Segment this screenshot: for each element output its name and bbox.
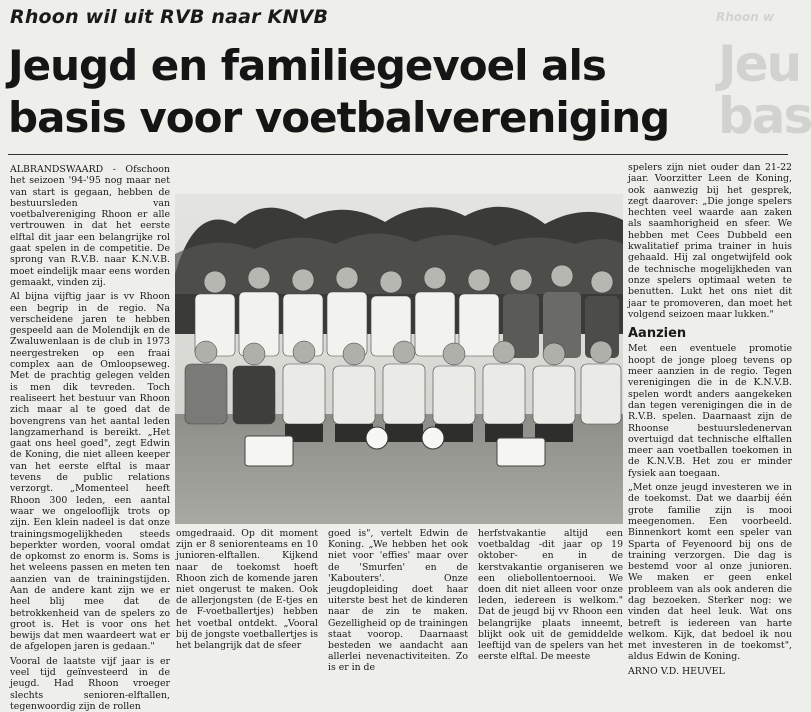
paragraph: Al bijna vijftig jaar is vv Rhoon een begrip in de regio. Na verscheidene jaren te hebben gespeeld aan de Molendijk en de Zwaluwenlaan is de club in 1973 neergestreken op een fraai complex aan de Omloopseweg. Met de prachtig gelegen velden is men dik tevreden. Toch realiseert het bestuur van Rhoon zich maar al te goed dat de bovengrens van het aantal leden langzamerhand is bereikt. „Het gaat ons heel goed", zegt Edwin de Koning, die niet alleen keeper van het eerste elftal is maar tevens de public relations verzorgt. „Momenteel heeft Rhoon 300 leden, een aantal waar we ongelooflijk trots op zijn. Een klein nadeel is dat onze trainingsmogelijkheden steeds beperkter worden, vooral omdat de opkomst zo enorm is. Soms is het weleens passen en meten ten aanzien van de trainingstijden. Aan de andere kant zijn we er heel blij mee dat de betrokkenheid van de spelers zo groot is. Het is voor ons het bewijs dat men waardeert wat er de afgelopen jaren is gedaan." [10, 291, 170, 653]
section-subhead: Aanzien [628, 326, 687, 342]
paragraph: „Met onze jeugd investeren we in de toekomst. Dat we daarbij één grote familie zijn is mooi meegenomen. Een voorbeeld. Binnenkort komt een speler van Sparta of Feyenoord bij ons de training verzorgen. Die dag is bestemd voor al onze junioren. We maken er geen enkel probleem van als ook anderen die dag bezoeken. Sterker nog: we vinden dat heel leuk. Wat ons betreft is iedereen van harte welkom. Kijk, dat bedoel ik nou met investeren in de toekomst", aldus Edwin de Koning. [628, 482, 792, 663]
article-column-left [10, 164, 170, 712]
article-headline [8, 40, 698, 144]
article-kicker: Rhoon wil uit RVB naar KNVB [10, 6, 329, 28]
paragraph: Vooral de laatste vijf jaar is er veel tijd geïnvesteerd in de jeugd. Had Rhoon vroeger slechts senioren-elftallen, tegenwoordig zijn de rollen [10, 655, 170, 712]
headline-line-1: Jeugd en familiegevoel als [8, 41, 606, 90]
article-column-bottom-1: omgedraaid. Op dit moment zijn er 8 seniorenteams en 10 junioren-elftallen. Kijkend naar de toekomst hoeft Rhoon zich de komende jaren niet ongerust te maken. Ook de allerjongsten (de E-tjes en de F-voetballertjes) hebben het voetbal ontdekt. „Vooral bij de jongste voetballertjes is het belangrijk dat de sfeer [176, 528, 318, 652]
paragraph: Met een eventuele promotie hoopt de jonge ploeg tevens op meer aanzien in de regio. Tegen verenigingen die in de K.N.V.B. spelen wordt anders aangekeken dan tegen verenigingen die in de R.V.B. spelen. Daarnaast zijn de Rhoonse bestuursledenervan overtuigd dat technische elftallen meer aan voetballen toekomen in de K.N.V.B. Het zou er minder fysiek aan toegaan. [628, 343, 792, 479]
article-column-bottom-2: goed is", vertelt Edwin de Koning. „We hebben het ook niet voor 'effies' maar over de 'Smurfen' en de 'Kabouters'. Onze jeugdopleiding doet haar uiterste best het de kinderen naar de zin te maken. Gezelligheid op de trainingen staat voorop. Daarnaast besteden we aandacht aan allerlei nevenactiviteiten. Zo is er in de [328, 528, 468, 674]
bleed-kicker: Rhoon w [716, 10, 775, 24]
adjacent-page-bleed [708, 0, 811, 178]
article-column-right [628, 162, 792, 677]
team-photo-graphic [175, 194, 623, 524]
paragraph: spelers zijn niet ouder dan 21-22 jaar. Voorzitter Leen de Koning, ook aanwezig bij het gesprek, zegt daarover: „Die jonge spelers hechten veel waarde aan zaken als saamhorigheid en sfeer. We hebben met Cees Dubbeld een kwalitatief prima trainer in huis gehaald. Hij zal ongetwijfeld ook de technische mogelijkheden van onze spelers optimaal weten te benutten. Lukt het ons niet dit jaar te promoveren, dan moet het volgend seizoen maar lukken." [628, 162, 792, 320]
bleed-headline: Jeu bas [718, 35, 811, 145]
headline-line-2: basis voor voetbalvereniging [8, 93, 670, 142]
team-photo [175, 194, 623, 524]
headline-rule [8, 154, 788, 155]
paragraph: ALBRANDSWAARD - Ofschoon het seizoen '94-'95 nog maar net van start is gegaan, hebben de bestuursleden van voetbalvereniging Rhoon er alle vertrouwen in dat het eerste elftal dit jaar een belangrijke rol gaat spelen in de competitie. De sprong van R.V.B. naar K.N.V.B. moet eindelijk maar eens worden gemaakt, vinden zij. [10, 164, 170, 288]
byline: ARNO V.D. HEUVEL [628, 665, 725, 677]
article-column-bottom-3: herfstvakantie altijd een voetbaldag -dit jaar op 19 oktober- en in de kerstvakantie organiseren we een oliebollentoernooi. We doen dit niet alleen voor onze leden, iedereen is welkom." Dat de jeugd bij vv Rhoon een belangrijke plaats inneemt, blijkt ook uit de gemiddelde leeftijd van de spelers van het eerste elftal. De meeste [478, 528, 623, 663]
